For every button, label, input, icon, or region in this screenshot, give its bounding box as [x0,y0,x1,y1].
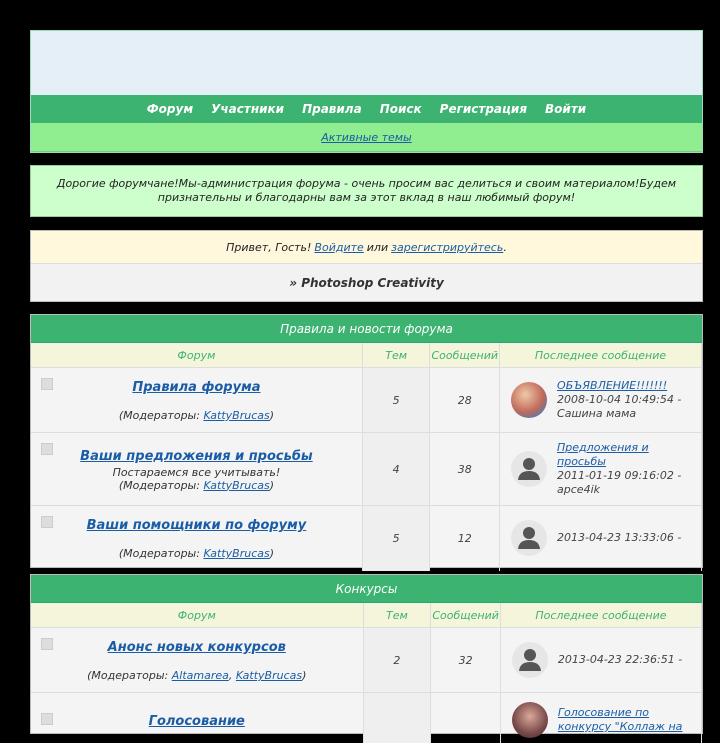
category-rules-news [30,314,703,568]
forum-cell [31,628,363,693]
topic-count: 4 [362,433,430,506]
last-post-time: 2011-01-19 09:16:02 - [557,469,682,482]
forum-moderators: (Модераторы: KattyBrucas) [118,478,275,492]
table-row [31,628,702,693]
category-title: Правила и новости форума [31,315,702,343]
moderator-link[interactable]: KattyBrucas [203,547,270,561]
nav-search[interactable]: Поиск [379,102,422,116]
last-post-cell [500,628,701,693]
table-header [31,343,702,368]
forum-status-icon [41,443,53,455]
last-post-link[interactable]: ОБЪЯВЛЕНИЕ!!!!!!! [557,379,668,392]
forum-cell [31,433,362,506]
main-nav [31,95,702,123]
post-count: 28 [430,368,500,433]
table-row [31,368,702,433]
table-header [31,603,702,628]
forum-table [31,603,702,743]
forum-cell [31,368,362,433]
default-avatar-icon[interactable] [511,520,547,556]
last-post-user: apce4ik [557,483,600,496]
forum-status-icon [41,516,53,528]
last-post-time: 2008-10-04 10:49:54 - [557,393,682,406]
col-last-post: Последнее сообщение [500,343,702,368]
forum-description: Постараемся все учитывать! [112,465,281,479]
forum-link[interactable]: Ваши предложения и просьбы [80,448,313,464]
forum-status-icon [41,638,53,650]
table-row [31,433,702,506]
post-count [431,693,501,743]
topic-count: 5 [362,368,430,433]
forum-link[interactable]: Ваши помощники по форуму [86,518,307,534]
avatar[interactable] [511,382,547,418]
nav-register[interactable]: Регистрация [439,102,528,116]
last-post-user: Сашина мама [557,407,637,420]
guest-greeting [31,231,702,263]
greeting-text: Привет, Гость! [226,240,312,254]
avatar[interactable] [512,702,548,738]
nav-members[interactable]: Участники [211,102,285,116]
topic-count: 5 [362,506,430,571]
last-post-time: 2013-04-23 13:33:06 - [557,531,682,545]
last-post-cell [500,368,702,433]
forum-link[interactable]: Анонс новых конкурсов [107,640,286,655]
forum-moderators: (Модераторы: KattyBrucas) [118,409,275,422]
col-last-post: Последнее сообщение [500,603,701,628]
mods-prefix: (Модераторы: [118,478,204,492]
table-row [31,506,702,571]
table-row [31,693,702,743]
moderator-link[interactable]: KattyBrucas [235,669,303,682]
col-topics: Тем [363,603,431,628]
default-avatar-icon[interactable] [511,451,547,487]
forum-cell [31,693,363,743]
breadcrumb [31,263,702,302]
forum-header [30,30,703,153]
last-post-cell [500,433,702,506]
mods-prefix: (Модераторы: [118,409,204,422]
category-contests [30,574,703,734]
mods-prefix: (Модераторы: [118,547,204,561]
last-post-cell [500,693,701,743]
post-count: 38 [430,433,500,506]
nav-rules[interactable]: Правила [302,102,362,116]
nav-forum[interactable]: Форум [146,102,194,116]
forum-link[interactable]: Голосование [148,714,245,729]
active-topics-link[interactable]: Активные темы [321,130,412,144]
or-text: или [366,240,389,254]
col-posts: Сообщений [430,343,500,368]
post-count: 12 [430,506,500,571]
col-forum: Форум [31,343,362,368]
forum-link[interactable]: Правила форума [132,380,261,395]
header-banner [31,31,702,95]
login-link[interactable]: Войдите [314,240,364,254]
breadcrumb-text: » Photoshop Creativity [289,276,444,290]
col-topics: Тем [362,343,430,368]
topic-count [363,693,431,743]
mods-prefix: (Модераторы: [87,669,172,682]
forum-status-icon [41,378,53,390]
forum-moderators: (Модераторы: KattyBrucas) [118,547,275,561]
moderator-link[interactable]: Altamarea [171,669,229,682]
category-title: Конкурсы [31,575,702,603]
moderator-link[interactable]: KattyBrucas [203,409,270,422]
last-post-cell [500,506,702,571]
nav-login[interactable]: Войти [545,102,587,116]
default-avatar-icon[interactable] [512,642,548,678]
topic-count: 2 [363,628,431,693]
forum-moderators: (Модераторы: Altamarea, KattyBrucas) [87,669,307,682]
col-posts: Сообщений [431,603,501,628]
guest-panel [30,230,703,302]
moderator-link[interactable]: KattyBrucas [203,478,270,492]
admin-notice-text: Дорогие форумчане!Мы-администрация форума - очень просим вас делиться и своим материалом!Будем признательны и благодарны вам за этот вклад в наш любимый форум! [56,177,677,204]
forum-status-icon [41,713,53,725]
sub-nav [31,123,702,152]
post-count: 32 [431,628,501,693]
col-forum: Форум [31,603,363,628]
admin-notice [30,165,703,217]
last-post-link[interactable]: Голосование по конкурсу "Коллаж на [557,706,683,733]
register-link[interactable]: зарегистрируйтесь [391,240,504,254]
last-post-link[interactable]: Предложения и просьбы [557,441,649,468]
forum-cell [31,506,362,571]
dot-text: . [503,240,507,254]
last-post-time: 2013-04-23 22:36:51 - [557,653,683,666]
forum-table [31,343,702,571]
